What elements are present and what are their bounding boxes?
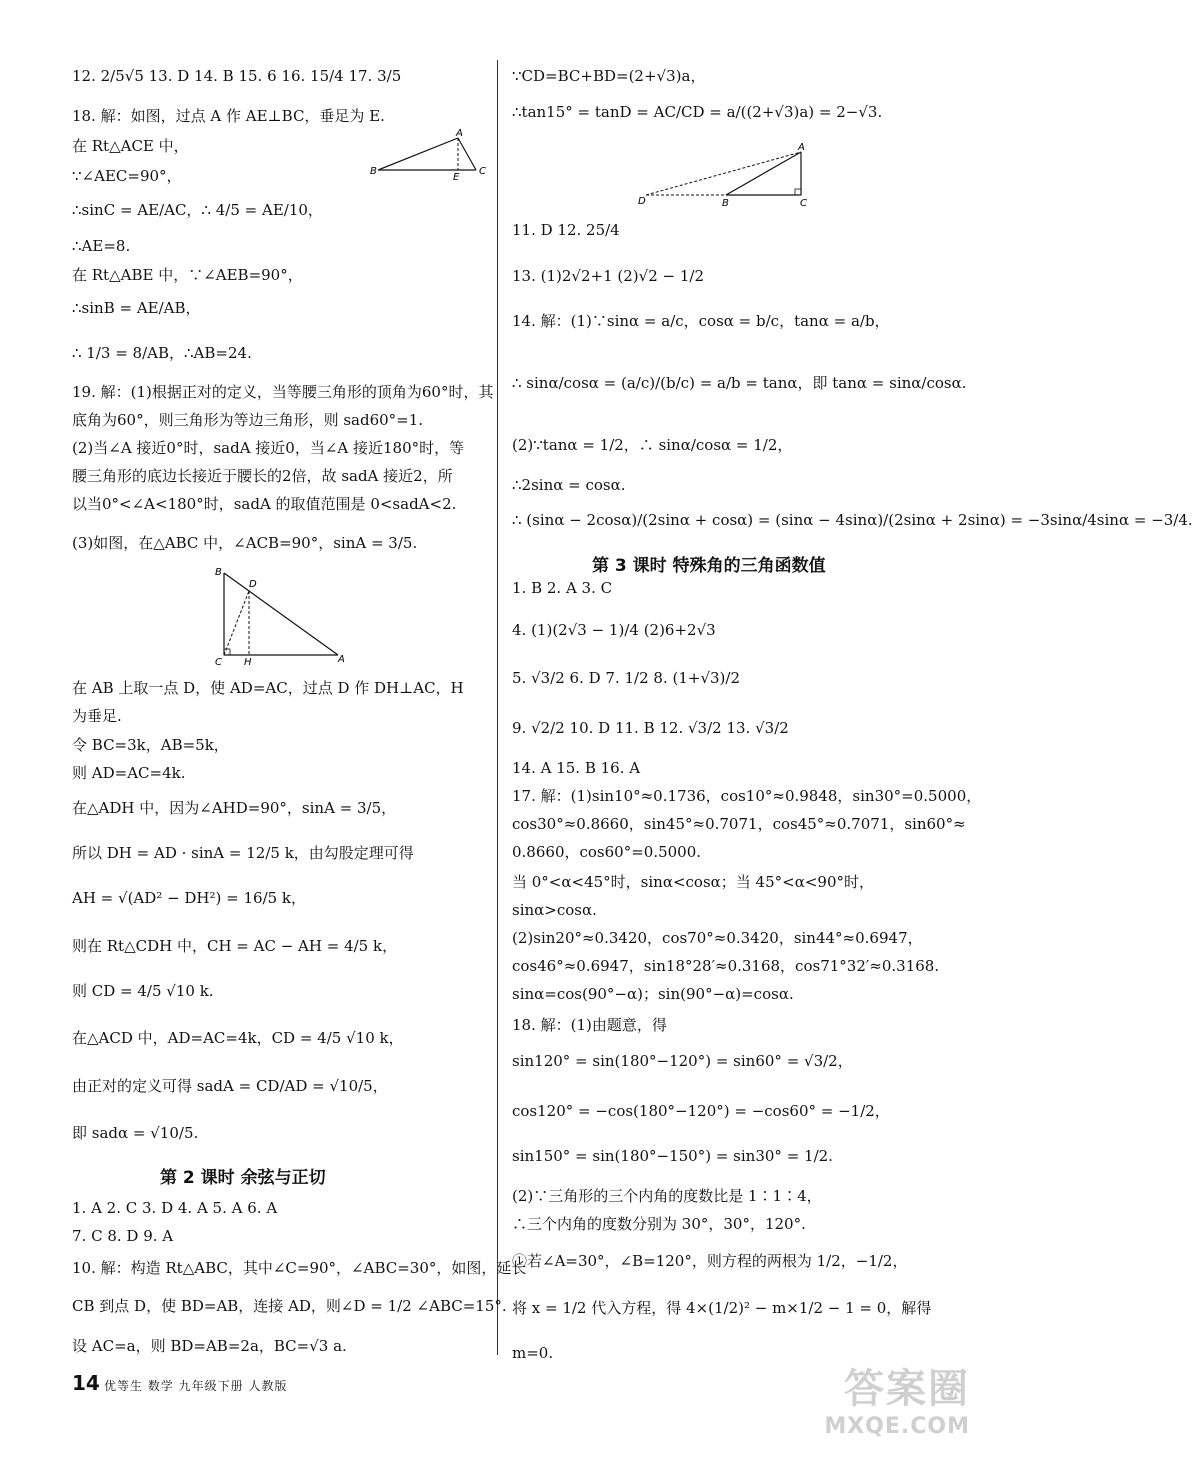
triangle-figure-18 [368, 128, 493, 183]
right-column-line: sinα>cosα. [512, 901, 597, 919]
left-column-line: 在 Rt△ACE 中， [72, 137, 189, 155]
fig10-label-b: B [722, 198, 729, 209]
triangle-figure-19 [210, 565, 350, 670]
left-column-line: 18. 解：如图，过点 A 作 AE⊥BC，垂足为 E. [72, 107, 385, 125]
right-column-line: 11. D 12. 25/4 [512, 221, 620, 239]
fig18-label-a: A [456, 128, 463, 139]
fig18-label-b: B [370, 166, 377, 177]
watermark-text: 答案圈 [844, 1366, 970, 1412]
fig19-label-c: C [215, 657, 222, 668]
left-column-line: ∴sinC = AE/AC，∴ 4/5 = AE/10， [72, 201, 323, 219]
left-column-line: 7. C 8. D 9. A [72, 1227, 174, 1245]
left-column-line: ∴sinB = AE/AB， [72, 299, 201, 317]
left-column-line: 在 AB 上取一点 D，使 AD=AC，过点 D 作 DH⊥AC，H [72, 679, 464, 697]
left-column-line: 底角为60°，则三角形为等边三角形，则 sad60°=1. [72, 411, 424, 429]
page-number: 14 [72, 1371, 100, 1395]
right-column-line: 0.8660，cos60°=0.5000. [512, 843, 702, 861]
fig10-label-c: C [800, 198, 807, 209]
watermark-url: MXQE.COM [824, 1414, 970, 1439]
right-column-line: 14. 解：(1)∵sinα = a/c，cosα = b/c，tanα = a/b， [512, 312, 890, 330]
right-column-line: 当 0°<α<45°时，sinα<cosα；当 45°<α<90°时， [512, 873, 874, 891]
fig10-label-a: A [798, 142, 805, 153]
left-column-line: ∵∠AEC=90°， [72, 167, 182, 185]
left-column-line: (3)如图，在△ABC 中，∠ACB=90°，sinA = 3/5. [72, 534, 418, 552]
section-heading-lesson-3: 第 3 课时 特殊角的三角函数值 [592, 556, 826, 576]
fig19-label-b: B [215, 567, 222, 578]
right-column-line: 9. √2/2 10. D 11. B 12. √3/2 13. √3/2 [512, 719, 789, 737]
fig19-label-d: D [249, 579, 257, 590]
left-column-line: 在△ACD 中，AD=AC=4k，CD = 4/5 √10 k， [72, 1029, 404, 1047]
left-column-line: ∴AE=8. [72, 237, 131, 255]
right-column-line: 1. B 2. A 3. C [512, 579, 613, 597]
fig19-label-a: A [338, 654, 345, 665]
right-column-line: ∴ (sinα − 2cosα)/(2sinα + cosα) = (sinα − 4sinα)/(2sinα + 2sinα) = −3sinα/4sinα = −3/4. [512, 511, 1193, 529]
left-column-line: 令 BC=3k，AB=5k， [72, 736, 229, 754]
right-column-line: cos46°≈0.6947，sin18°28′≈0.3168，cos71°32′≈0.3168. [512, 957, 940, 975]
right-column-line: 17. 解：(1)sin10°≈0.1736，cos10°≈0.9848，sin30°=0.5000， [512, 787, 982, 805]
right-column-line: 18. 解：(1)由题意，得 [512, 1016, 667, 1034]
fig18-label-e: E [453, 172, 460, 183]
right-column-line: (2)∵三角形的三个内角的度数比是 1∶1∶4， [512, 1187, 822, 1205]
fig10-label-d: D [638, 196, 646, 207]
left-column-line: 即 sadα = √10/5. [72, 1124, 199, 1142]
watermark-logo [824, 1357, 970, 1439]
left-column-line: (2)当∠A 接近0°时，sadA 接近0，当∠A 接近180°时，等 [72, 439, 465, 457]
column-divider [497, 60, 498, 1355]
right-column-line: ∴2sinα = cosα. [512, 476, 626, 494]
left-column-line: ∴ 1/3 = 8/AB，∴AB=24. [72, 344, 252, 362]
fig19-label-h: H [244, 657, 252, 668]
left-column-line: 腰三角形的底边长接近于腰长的2倍，故 sadA 接近2，所 [72, 467, 453, 485]
left-column-line: AH = √(AD² − DH²) = 16/5 k， [72, 889, 307, 907]
left-column-line: 1. A 2. C 3. D 4. A 5. A 6. A [72, 1199, 278, 1217]
section-heading-lesson-2: 第 2 课时 余弦与正切 [160, 1168, 326, 1188]
left-column-line: 则 AD=AC=4k. [72, 764, 186, 782]
right-column-line: ∴tan15° = tanD = AC/CD = a/((2+√3)a) = 2−√3. [512, 103, 883, 121]
right-column-line: sin120° = sin(180°−120°) = sin60° = √3/2， [512, 1052, 853, 1070]
book-title-footer: 优等生 数学 九年级下册 人教版 [104, 1379, 288, 1393]
right-column-line: (2)∵tanα = 1/2，∴ sinα/cosα = 1/2， [512, 436, 793, 454]
left-column-line: 由正对的定义可得 sadA = CD/AD = √10/5， [72, 1077, 388, 1095]
right-column-line: ∴三个内角的度数分别为 30°，30°，120°. [512, 1215, 806, 1233]
right-column-line: sinα=cos(90°−α)；sin(90°−α)=cosα. [512, 985, 794, 1003]
triangle-figure-10 [636, 140, 816, 210]
right-column-line: cos30°≈0.8660，sin45°≈0.7071，cos45°≈0.7071，sin60°≈ [512, 815, 966, 833]
right-column-line: 5. √3/2 6. D 7. 1/2 8. (1+√3)/2 [512, 669, 741, 687]
right-column-line: 13. (1)2√2+1 (2)√2 − 1/2 [512, 267, 704, 285]
right-column-line: 将 x = 1/2 代入方程，得 4×(1/2)² − m×1/2 − 1 = 0，解得 [512, 1299, 932, 1317]
right-column-line: sin150° = sin(180°−150°) = sin30° = 1/2. [512, 1147, 833, 1165]
left-column-line: 所以 DH = AD · sinA = 12/5 k，由勾股定理可得 [72, 844, 414, 862]
left-column-line: 设 AC=a，则 BD=AB=2a，BC=√3 a. [72, 1337, 347, 1355]
right-column-line: (2)sin20°≈0.3420，cos70°≈0.3420，sin44°≈0.6947， [512, 929, 923, 947]
left-column-line: 10. 解：构造 Rt△ABC，其中∠C=90°，∠ABC=30°，如图，延长 [72, 1259, 527, 1277]
right-column-line: ∴ sinα/cosα = (a/c)/(b/c) = a/b = tanα，即 tanα = sinα/cosα. [512, 374, 967, 392]
left-column-line: 则在 Rt△CDH 中，CH = AC − AH = 4/5 k， [72, 937, 398, 955]
left-column-line: 则 CD = 4/5 √10 k. [72, 982, 214, 1000]
right-column-line: ∵CD=BC+BD=(2+√3)a， [512, 67, 706, 85]
left-column-line: 以当0°<∠A<180°时，sadA 的取值范围是 0<sadA<2. [72, 495, 457, 513]
left-column-line: 为垂足. [72, 707, 122, 725]
right-column-line: cos120° = −cos(180°−120°) = −cos60° = −1/2， [512, 1102, 890, 1120]
left-column-line: CB 到点 D，使 BD=AB，连接 AD，则∠D = 1/2 ∠ABC=15°. [72, 1297, 507, 1315]
left-column-line: 12. 2/5√5 13. D 14. B 15. 6 16. 15/4 17. 3/5 [72, 67, 402, 85]
right-column-line: 4. (1)(2√3 − 1)/4 (2)6+2√3 [512, 621, 716, 639]
right-column-line: m=0. [512, 1344, 554, 1362]
left-column-line: 在△ADH 中，因为∠AHD=90°，sinA = 3/5， [72, 799, 397, 817]
left-column-line: 在 Rt△ABE 中，∵∠AEB=90°， [72, 266, 303, 284]
right-column-line: 14. A 15. B 16. A [512, 759, 641, 777]
right-column-line: ①若∠A=30°，∠B=120°，则方程的两根为 1/2，−1/2， [512, 1252, 908, 1270]
fig18-label-c: C [479, 166, 486, 177]
left-column-line: 19. 解：(1)根据正对的定义，当等腰三角形的顶角为60°时，其 [72, 383, 494, 401]
